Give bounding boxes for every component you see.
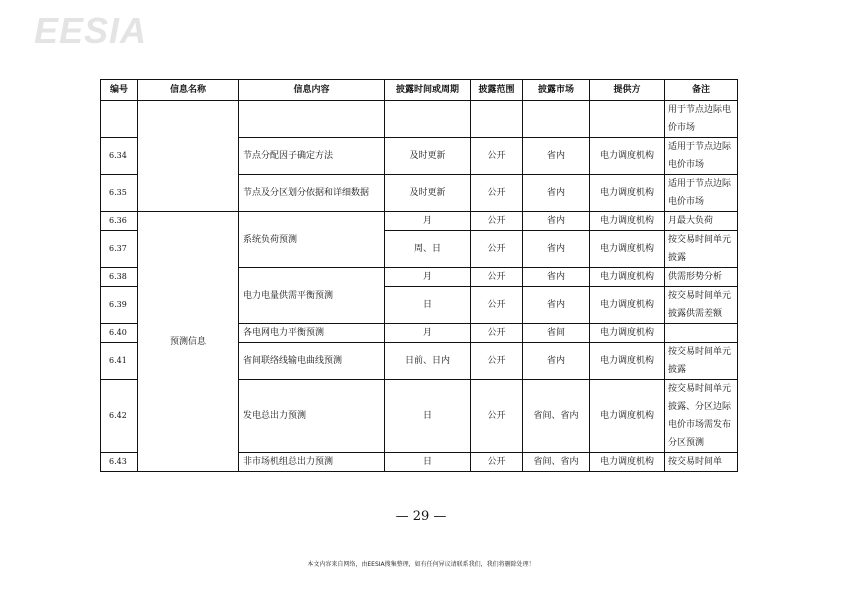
row-content: 系统负荷预测 <box>239 212 385 268</box>
row-period <box>385 101 471 138</box>
row-id <box>101 101 138 138</box>
row-content: 电力电量供需平衡预测 <box>239 268 385 324</box>
header-market: 披露市场 <box>523 80 590 101</box>
table-header-row <box>101 80 738 101</box>
row-note: 按交易时间单 <box>665 453 738 472</box>
row-provider: 电力调度机构 <box>590 380 665 453</box>
row-note: 供需形势分析 <box>665 268 738 287</box>
header-id: 编号 <box>101 80 138 101</box>
row-scope: 公开 <box>471 231 523 268</box>
row-id: 6.39 <box>101 287 138 324</box>
row-market <box>523 101 590 138</box>
row-scope: 公开 <box>471 343 523 380</box>
row-note: 按交易时间单元披露供需差额 <box>665 287 738 324</box>
row-provider: 电力调度机构 <box>590 453 665 472</box>
row-provider: 电力调度机构 <box>590 324 665 343</box>
table-row <box>101 212 738 231</box>
row-note: 适用于节点边际电价市场 <box>665 138 738 175</box>
header-content: 信息内容 <box>239 80 385 101</box>
row-scope <box>471 101 523 138</box>
row-scope: 公开 <box>471 138 523 175</box>
row-provider: 电力调度机构 <box>590 231 665 268</box>
row-content: 节点分配因子确定方法 <box>239 138 385 175</box>
row-market: 省内 <box>523 268 590 287</box>
row-scope: 公开 <box>471 212 523 231</box>
row-content: 各电网电力平衡预测 <box>239 324 385 343</box>
row-period: 日 <box>385 287 471 324</box>
disclosure-table <box>100 79 738 472</box>
row-note: 用于节点边际电价市场 <box>665 101 738 138</box>
row-content: 省间联络线输电曲线预测 <box>239 343 385 380</box>
footer-disclaimer: 本文内容来自网络，由EESIA搜集整理，如有任何异议请联系我们，我们将删除处理！ <box>307 561 535 568</box>
row-note: 适用于节点边际电价市场 <box>665 175 738 212</box>
row-id: 6.38 <box>101 268 138 287</box>
row-market: 省内 <box>523 343 590 380</box>
row-scope: 公开 <box>471 268 523 287</box>
table-row <box>101 101 738 138</box>
row-note: 按交易时间单元披露 <box>665 231 738 268</box>
row-content: 发电总出力预测 <box>239 380 385 453</box>
row-id: 6.42 <box>101 380 138 453</box>
eesia-watermark-logo: EESIA <box>34 10 148 51</box>
row-period: 日前、日内 <box>385 343 471 380</box>
row-provider: 电力调度机构 <box>590 175 665 212</box>
row-market: 省间、省内 <box>523 453 590 472</box>
row-period: 及时更新 <box>385 175 471 212</box>
row-provider: 电力调度机构 <box>590 138 665 175</box>
row-id: 6.37 <box>101 231 138 268</box>
row-market: 省内 <box>523 212 590 231</box>
row-market: 省间、省内 <box>523 380 590 453</box>
row-scope: 公开 <box>471 380 523 453</box>
row-scope: 公开 <box>471 287 523 324</box>
row-scope: 公开 <box>471 453 523 472</box>
row-id: 6.41 <box>101 343 138 380</box>
row-period: 月 <box>385 324 471 343</box>
row-period: 月 <box>385 212 471 231</box>
row-id: 6.36 <box>101 212 138 231</box>
row-market: 省内 <box>523 175 590 212</box>
row-content <box>239 101 385 138</box>
row-note: 月最大负荷 <box>665 212 738 231</box>
row-period: 日 <box>385 453 471 472</box>
row-period: 日 <box>385 380 471 453</box>
row-provider: 电力调度机构 <box>590 287 665 324</box>
header-period: 披露时间或周期 <box>385 80 471 101</box>
row-provider <box>590 101 665 138</box>
row-provider: 电力调度机构 <box>590 212 665 231</box>
row-id: 6.43 <box>101 453 138 472</box>
row-scope: 公开 <box>471 324 523 343</box>
row-id: 6.40 <box>101 324 138 343</box>
row-market: 省内 <box>523 231 590 268</box>
header-note: 备注 <box>665 80 738 101</box>
row-note <box>665 324 738 343</box>
row-market: 省内 <box>523 287 590 324</box>
header-name: 信息名称 <box>138 80 239 101</box>
row-scope: 公开 <box>471 175 523 212</box>
row-provider: 电力调度机构 <box>590 343 665 380</box>
row-id: 6.35 <box>101 175 138 212</box>
row-note: 按交易时间单元披露 <box>665 343 738 380</box>
row-period: 月 <box>385 268 471 287</box>
row-content: 节点及分区划分依据和详细数据 <box>239 175 385 212</box>
row-market: 省内 <box>523 138 590 175</box>
row-period: 周、日 <box>385 231 471 268</box>
row-note: 按交易时间单元披露、分区边际电价市场需发布分区预测 <box>665 380 738 453</box>
forecast-info-group: 预测信息 <box>138 212 239 472</box>
row-content: 非市场机组总出力预测 <box>239 453 385 472</box>
row-id: 6.34 <box>101 138 138 175</box>
header-provider: 提供方 <box>590 80 665 101</box>
row-info-name <box>138 101 239 212</box>
row-market: 省间 <box>523 324 590 343</box>
header-scope: 披露范围 <box>471 80 523 101</box>
page-number: — 29 — <box>395 509 447 524</box>
row-period: 及时更新 <box>385 138 471 175</box>
row-provider: 电力调度机构 <box>590 268 665 287</box>
